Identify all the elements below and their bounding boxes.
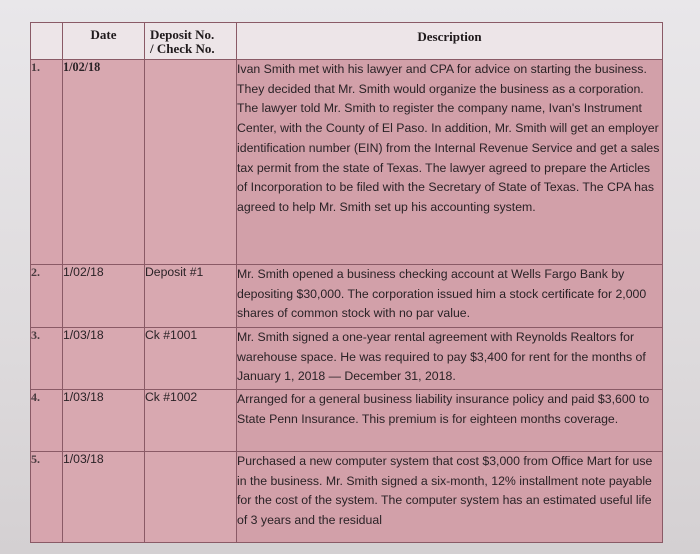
row-number: 4.: [31, 390, 63, 452]
header-description-label: Description: [417, 29, 482, 44]
table-row: [31, 452, 663, 543]
row-description: Purchased a new computer system that cost $3,000 from Office Mart for use in the business. Mr. Smith signed a six-month, 12% installment note payable for the cost of the system. The computer system has an estimated useful life of 3 years and the residual: [237, 452, 663, 543]
header-date: [63, 23, 145, 60]
row-number: 1.: [31, 60, 63, 265]
table-row: [31, 60, 663, 265]
row-number: 3.: [31, 328, 63, 390]
header-date-label: Date: [90, 27, 117, 42]
row-date: 1/03/18: [63, 328, 145, 390]
row-reference: [145, 60, 237, 265]
header-description: [237, 23, 663, 60]
row-date: 1/02/18: [63, 60, 145, 265]
row-reference: [145, 452, 237, 543]
transactions-table: [30, 22, 663, 543]
row-date: 1/02/18: [63, 265, 145, 328]
row-description: Mr. Smith opened a business checking account at Wells Fargo Bank by depositing $30,000. The corporation issued him a stock certificate for 2,000 shares of common stock with no par value.: [237, 265, 663, 328]
table-header-row: [31, 23, 663, 60]
header-number: [31, 23, 63, 60]
row-number: 5.: [31, 452, 63, 543]
table-row: [31, 328, 663, 390]
row-description: Mr. Smith signed a one-year rental agreement with Reynolds Realtors for warehouse space. He was required to pay $3,400 for rent for the months of January 1, 2018 — December 31, 2018.: [237, 328, 663, 390]
row-number: 2.: [31, 265, 63, 328]
row-reference: Ck #1001: [145, 328, 237, 390]
header-deposit-label: Deposit No.: [150, 27, 215, 42]
row-date: 1/03/18: [63, 452, 145, 543]
row-description: Ivan Smith met with his lawyer and CPA for advice on starting the business. They decided that Mr. Smith would organize the business as a corporation. The lawyer told Mr. Smith to register the company name, Ivan's Instrument Center, with the County of El Paso. In addition, Mr. Smith will get an employer identification number (EIN) from the Internal Revenue Service and get a sales tax permit from the state of Texas. The lawyer agreed to prepare the Articles of Incorporation to be filed with the Secretary of State of Texas. The CPA has agreed to help Mr. Smith set up his accounting system.: [237, 60, 663, 265]
row-reference: Ck #1002: [145, 390, 237, 452]
row-reference: Deposit #1: [145, 265, 237, 328]
table-row: [31, 390, 663, 452]
header-check-label: / Check No.: [150, 41, 215, 56]
table-row: [31, 265, 663, 328]
row-description: Arranged for a general business liability insurance policy and paid $3,600 to State Penn Insurance. This premium is for eighteen months coverage.: [237, 390, 663, 452]
header-deposit-check: [145, 23, 237, 60]
row-date: 1/03/18: [63, 390, 145, 452]
